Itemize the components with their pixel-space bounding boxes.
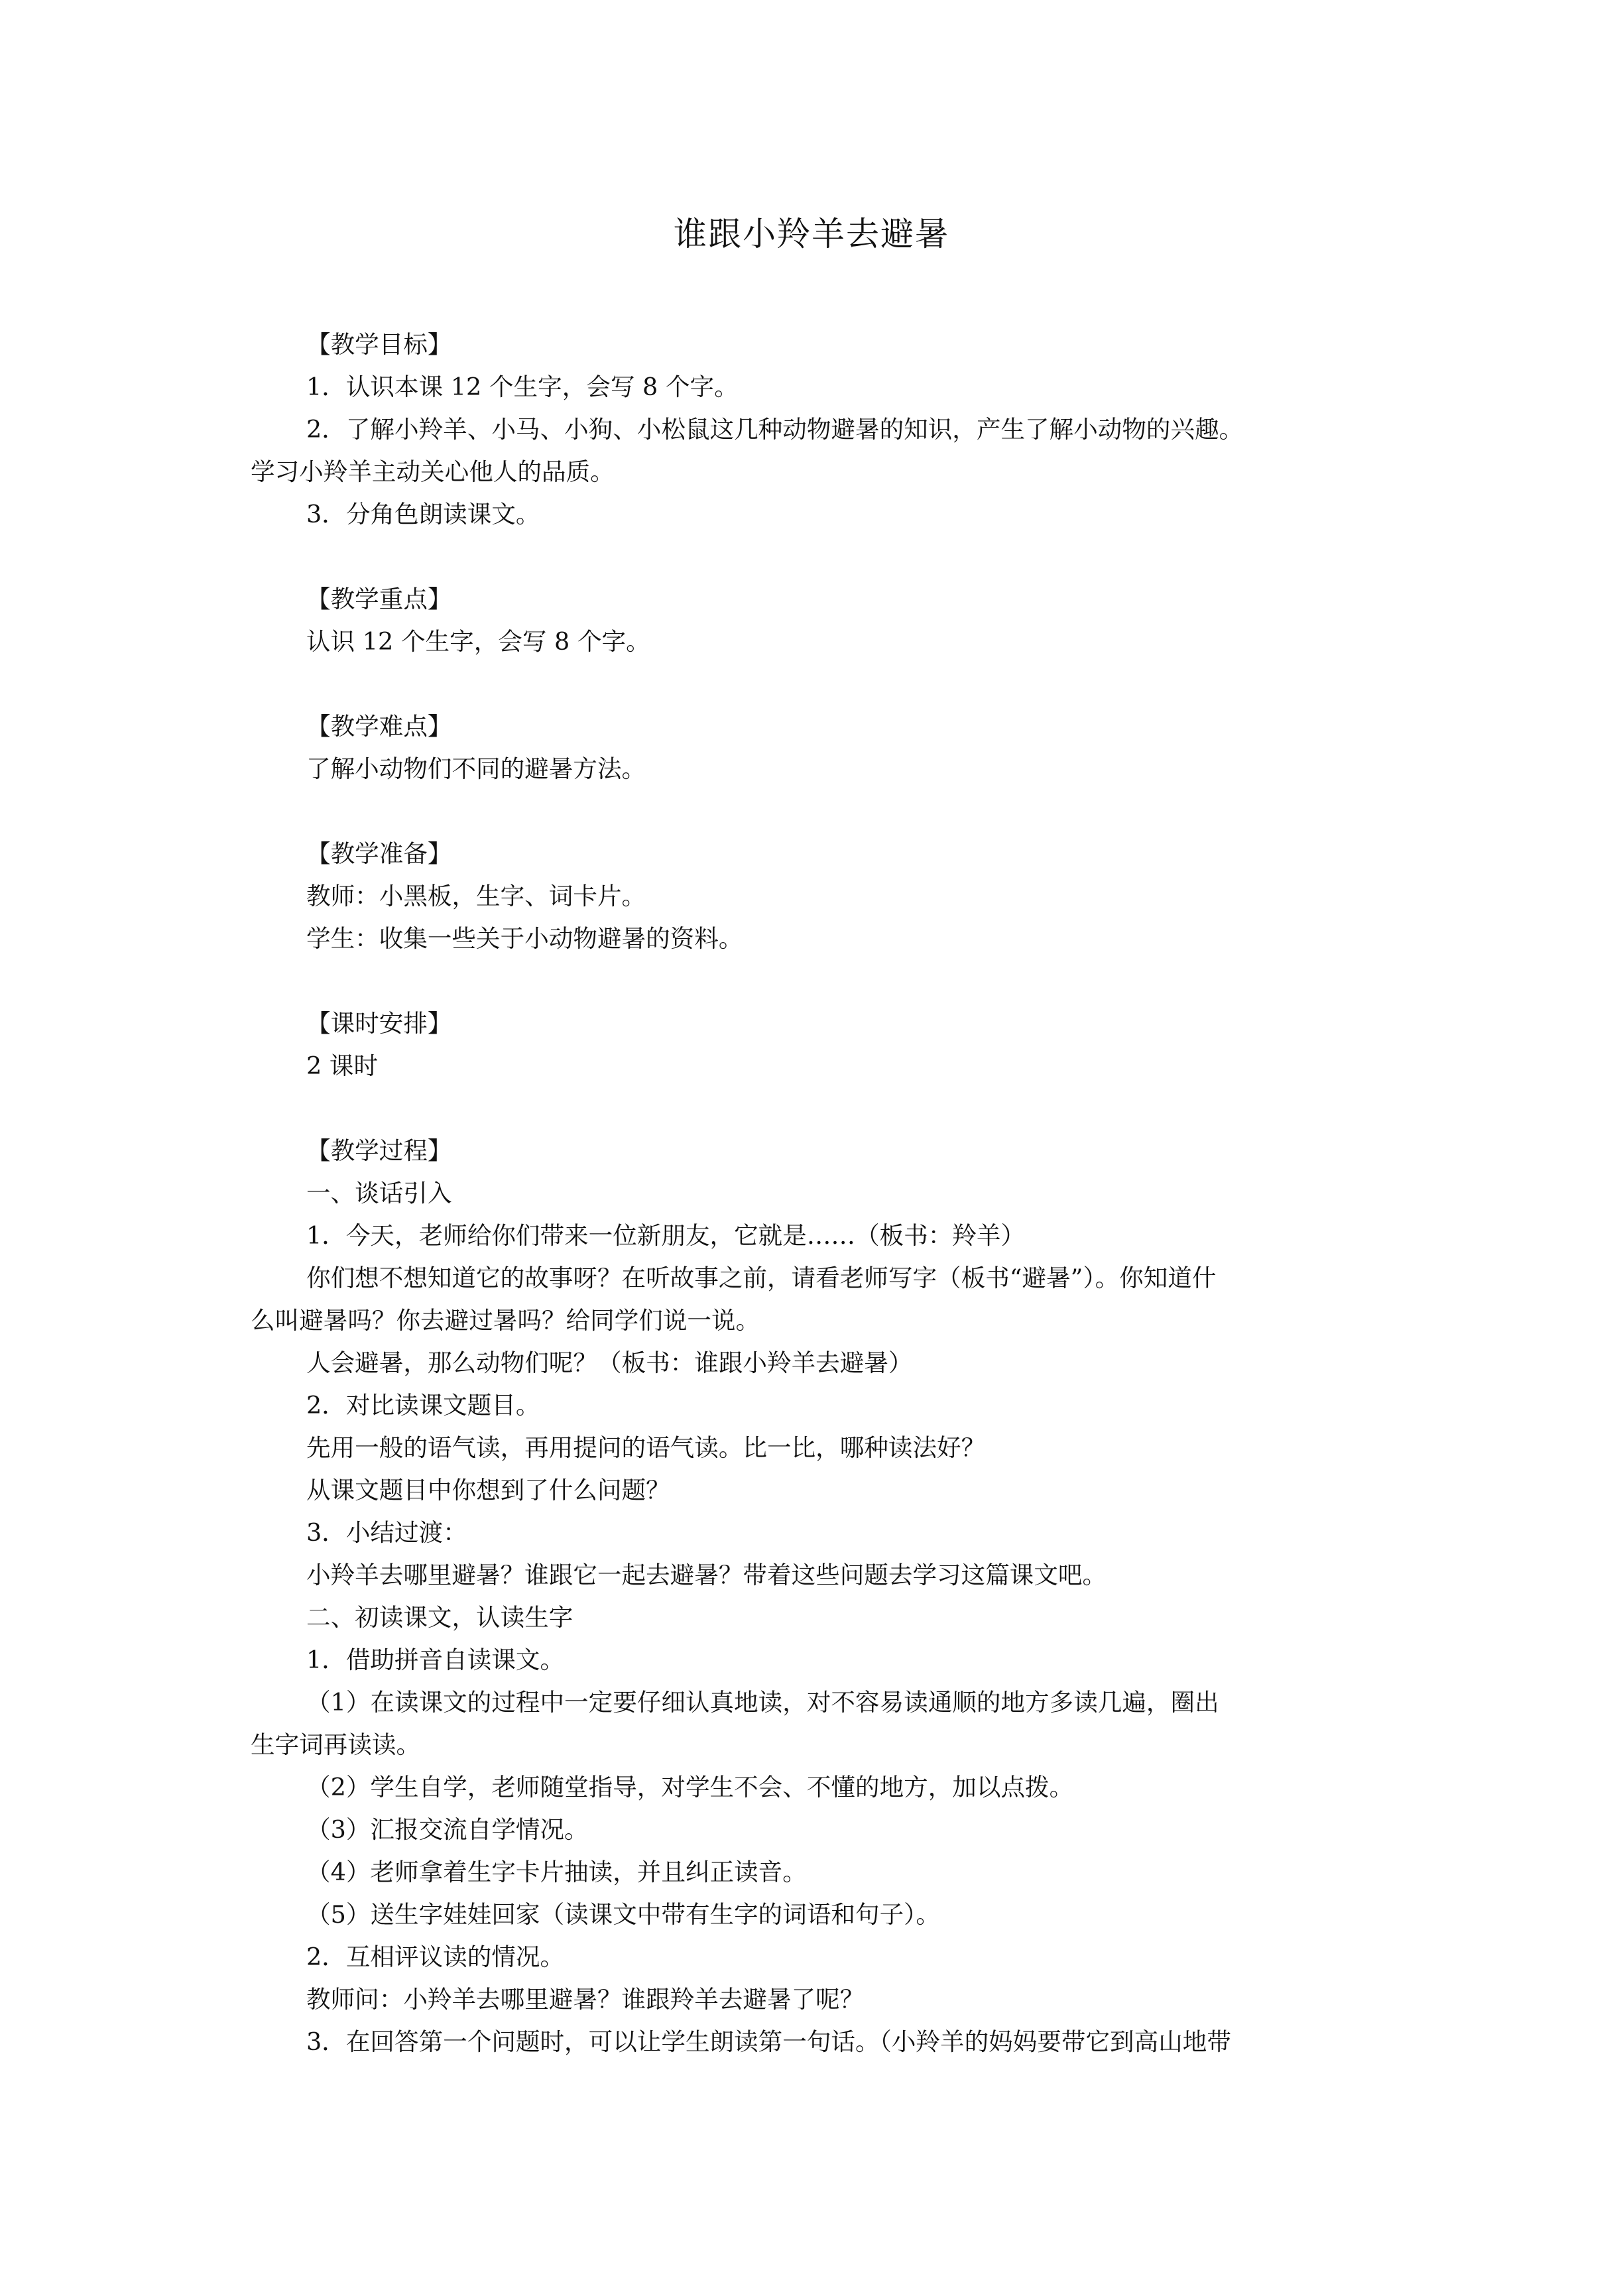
paragraph: 教师问：小羚羊去哪里避暑？谁跟羚羊去避暑了呢？: [306, 1985, 865, 2014]
document-body: [251, 324, 1391, 2063]
spacer: [251, 960, 1391, 1002]
spacer: [251, 663, 1391, 705]
paragraph: 3．在回答第一个问题时，可以让学生朗读第一句话。（小羚羊的妈妈要带它到高山地带: [306, 2027, 1231, 2056]
paragraph: 人会避暑，那么动物们呢？（板书：谁跟小羚羊去避暑）: [306, 1349, 913, 1377]
paragraph: 了解小动物们不同的避暑方法。: [306, 755, 646, 783]
spacer: [251, 1087, 1391, 1130]
paragraph: 3．小结过渡：: [306, 1518, 467, 1547]
paragraph-continuation: 学习小羚羊主动关心他人的品质。: [251, 457, 615, 486]
document-title: 谁跟小羚羊去避暑: [674, 215, 949, 253]
section-heading-preparation: 【教学准备】: [306, 839, 452, 868]
paragraph: （3）汇报交流自学情况。: [306, 1815, 589, 1844]
paragraph: 认识 12 个生字，会写 8 个字。: [306, 627, 650, 656]
paragraph: （5）送生字娃娃回家（读课文中带有生字的词语和句子）。: [306, 1900, 941, 1929]
section-heading-process: 【教学过程】: [306, 1136, 452, 1165]
paragraph: 你们想不想知道它的故事呀？在听故事之前，请看老师写字（板书“避暑”）。你知道什: [306, 1264, 1217, 1292]
paragraph: （2）学生自学，老师随堂指导，对学生不会、不懂的地方，加以点拨。: [306, 1773, 1074, 1801]
paragraph: 学生：收集一些关于小动物避暑的资料。: [306, 924, 743, 953]
paragraph: 2．了解小羚羊、小马、小狗、小松鼠这几种动物避暑的知识，产生了解小动物的兴趣。: [306, 415, 1244, 444]
subsection-title: 一、谈话引入: [306, 1179, 452, 1207]
paragraph: 1．今天，老师给你们带来一位新朋友，它就是……（板书：羚羊）: [306, 1221, 1026, 1250]
paragraph: 先用一般的语气读，再用提问的语气读。比一比，哪种读法好？: [306, 1433, 986, 1462]
subsection-title: 二、初读课文，认读生字: [306, 1603, 573, 1632]
paragraph: （4）老师拿着生字卡片抽读，并且纠正读音。: [306, 1858, 807, 1886]
paragraph: 从课文题目中你想到了什么问题？: [306, 1476, 670, 1504]
paragraph: 3．分角色朗读课文。: [306, 500, 540, 528]
paragraph: 1．借助拼音自读课文。: [306, 1646, 565, 1674]
paragraph-continuation: 么叫避暑吗？你去避过暑吗？给同学们说一说。: [251, 1306, 760, 1335]
section-heading-schedule: 【课时安排】: [306, 1009, 452, 1038]
paragraph: 2．互相评议读的情况。: [306, 1943, 565, 1971]
paragraph: （1）在读课文的过程中一定要仔细认真地读，对不容易读通顺的地方多读几遍，圈出: [306, 1688, 1219, 1717]
paragraph: 教师：小黑板，生字、词卡片。: [306, 882, 646, 910]
spacer: [251, 536, 1391, 578]
section-heading-objectives: 【教学目标】: [306, 330, 452, 359]
paragraph-continuation: 生字词再读读。: [251, 1730, 421, 1759]
section-heading-difficulties: 【教学难点】: [306, 712, 452, 741]
paragraph: 小羚羊去哪里避暑？谁跟它一起去避暑？带着这些问题去学习这篇课文吧。: [306, 1561, 1107, 1589]
spacer: [251, 790, 1391, 833]
paragraph: 2．对比读课文题目。: [306, 1391, 540, 1420]
section-heading-key-points: 【教学重点】: [306, 585, 452, 613]
paragraph: 1．认识本课 12 个生字，会写 8 个字。: [306, 373, 739, 401]
paragraph: 2 课时: [306, 1052, 379, 1080]
